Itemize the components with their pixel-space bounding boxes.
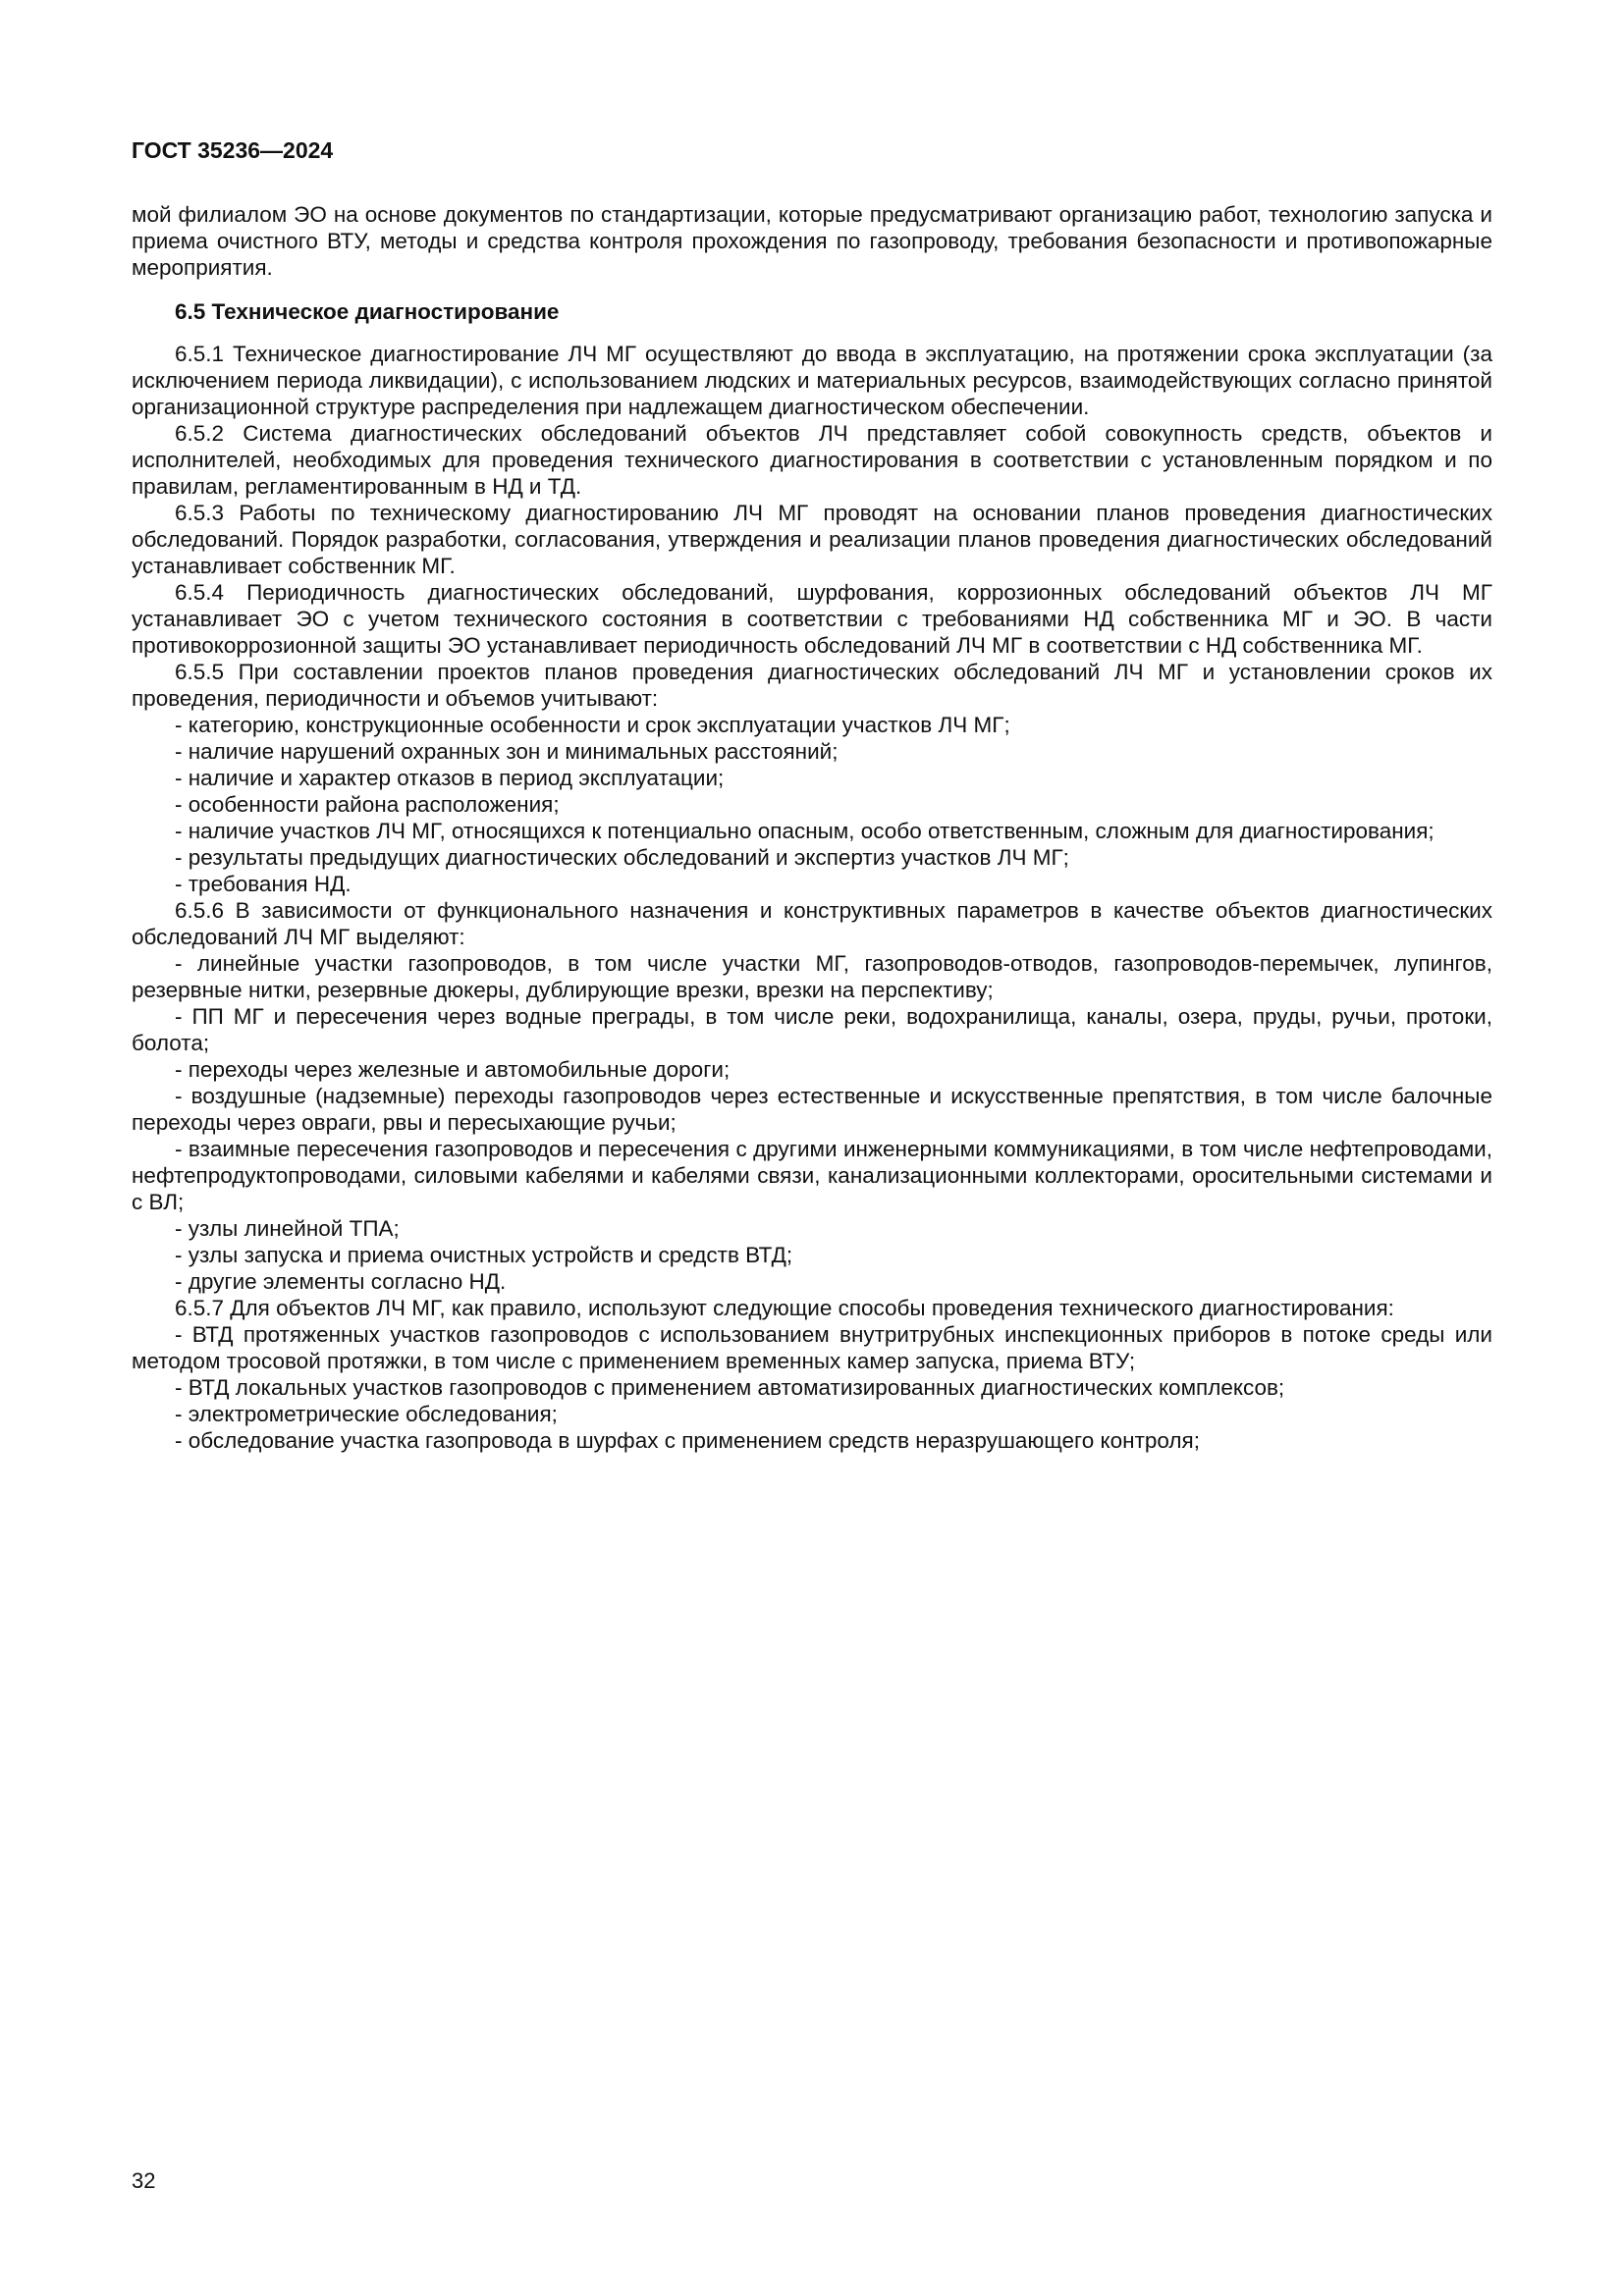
list-item: - ВТД локальных участков газопроводов с применением автоматизированных диагностических комплексов; <box>175 1375 1285 1400</box>
list-item: - электрометрические обследования; <box>175 1402 558 1426</box>
list-item: - наличие нарушений охранных зон и минимальных расстояний; <box>175 739 839 764</box>
page-number: 32 <box>132 2168 156 2193</box>
paragraph: 6.5.4 Периодичность диагностических обследований, шурфования, коррозионных обследований объектов ЛЧ МГ устанавливает ЭО с учетом технического состояния в соответствии с требованиями НД собственника МГ и ЭО. В части противокоррозионной защиты ЭО устанавливает периодичность обследований ЛЧ МГ в соответствии с НД собственника МГ. <box>132 580 1492 658</box>
list-item: - наличие и характер отказов в период эксплуатации; <box>175 766 725 790</box>
list-item: - наличие участков ЛЧ МГ, относящихся к потенциально опасным, особо ответственным, сложным для диагностирования; <box>175 819 1435 843</box>
document-header: ГОСТ 35236—2024 <box>132 137 334 163</box>
list-item: - узлы запуска и приема очистных устройств и средств ВТД; <box>175 1243 793 1267</box>
list-item: - взаимные пересечения газопроводов и пересечения с другими инженерными коммуникациями, в том числе нефтепроводами, нефтепродуктопроводами, силовыми кабелями и кабелями связи, канализационными коллекторами, оросительными системами и с ВЛ; <box>132 1137 1492 1214</box>
list-item: - особенности района расположения; <box>175 792 560 817</box>
list-item: - другие элементы согласно НД. <box>175 1269 507 1294</box>
paragraph: 6.5.5 При составлении проектов планов проведения диагностических обследований ЛЧ МГ и установлении сроков их проведения, периодичности и объемов учитывают: <box>132 660 1492 711</box>
list-item: - ВТД протяженных участков газопроводов с использованием внутритрубных инспекционных приборов в потоке среды или методом тросовой протяжки, в том числе с применением временных камер запуска, приема ВТУ; <box>132 1322 1492 1373</box>
list-item: - категорию, конструкционные особенности и срок эксплуатации участков ЛЧ МГ; <box>175 713 1010 737</box>
list-item: - воздушные (надземные) переходы газопроводов через естественные и искусственные препятствия, в том числе балочные переходы через овраги, рвы и пересыхающие ручьи; <box>132 1084 1492 1135</box>
list-item: - переходы через железные и автомобильные дороги; <box>175 1057 731 1082</box>
paragraph: 6.5.6 В зависимости от функционального назначения и конструктивных параметров в качестве объектов диагностических обследований ЛЧ МГ выделяют: <box>132 898 1492 949</box>
list-item: - ПП МГ и пересечения через водные преграды, в том числе реки, водохранилища, каналы, озера, пруды, ручьи, протоки, болота; <box>132 1004 1492 1055</box>
list-item: - результаты предыдущих диагностических обследований и экспертиз участков ЛЧ МГ; <box>175 845 1069 870</box>
paragraph: 6.5.7 Для объектов ЛЧ МГ, как правило, используют следующие способы проведения технического диагностирования: <box>175 1296 1394 1320</box>
paragraph: мой филиалом ЭО на основе документов по стандартизации, которые предусматривают организацию работ, технологию запуска и приема очистного ВТУ, методы и средства контроля прохождения по газопроводу, требования безопасности и противопожарные мероприятия. <box>132 202 1492 280</box>
document-body <box>132 201 1492 1454</box>
section-heading: 6.5 Техническое диагностирование <box>175 299 560 324</box>
paragraph: 6.5.3 Работы по техническому диагностированию ЛЧ МГ проводят на основании планов проведения диагностических обследований. Порядок разработки, согласования, утверждения и реализации планов проведения диагностических обследований устанавливает собственник МГ. <box>132 501 1492 578</box>
list-item: - линейные участки газопроводов, в том числе участки МГ, газопроводов-отводов, газопроводов-перемычек, лупингов, резервные нитки, резервные дюкеры, дублирующие врезки, врезки на перспективу; <box>132 951 1492 1002</box>
list-item: - обследование участка газопровода в шурфах с применением средств неразрушающего контроля; <box>175 1428 1200 1453</box>
paragraph: 6.5.2 Система диагностических обследований объектов ЛЧ представляет собой совокупность средств, объектов и исполнителей, необходимых для проведения технического диагностирования в соответствии с установленным порядком и по правилам, регламентированным в НД и ТД. <box>132 421 1492 499</box>
list-item: - узлы линейной ТПА; <box>175 1216 400 1241</box>
list-item: - требования НД. <box>175 872 352 896</box>
paragraph: 6.5.1 Техническое диагностирование ЛЧ МГ осуществляют до ввода в эксплуатацию, на протяжении срока эксплуатации (за исключением периода ликвидации), с использованием людских и материальных ресурсов, взаимодействующих согласно принятой организационной структуре распределения при надлежащем диагностическом обеспечении. <box>132 342 1492 419</box>
